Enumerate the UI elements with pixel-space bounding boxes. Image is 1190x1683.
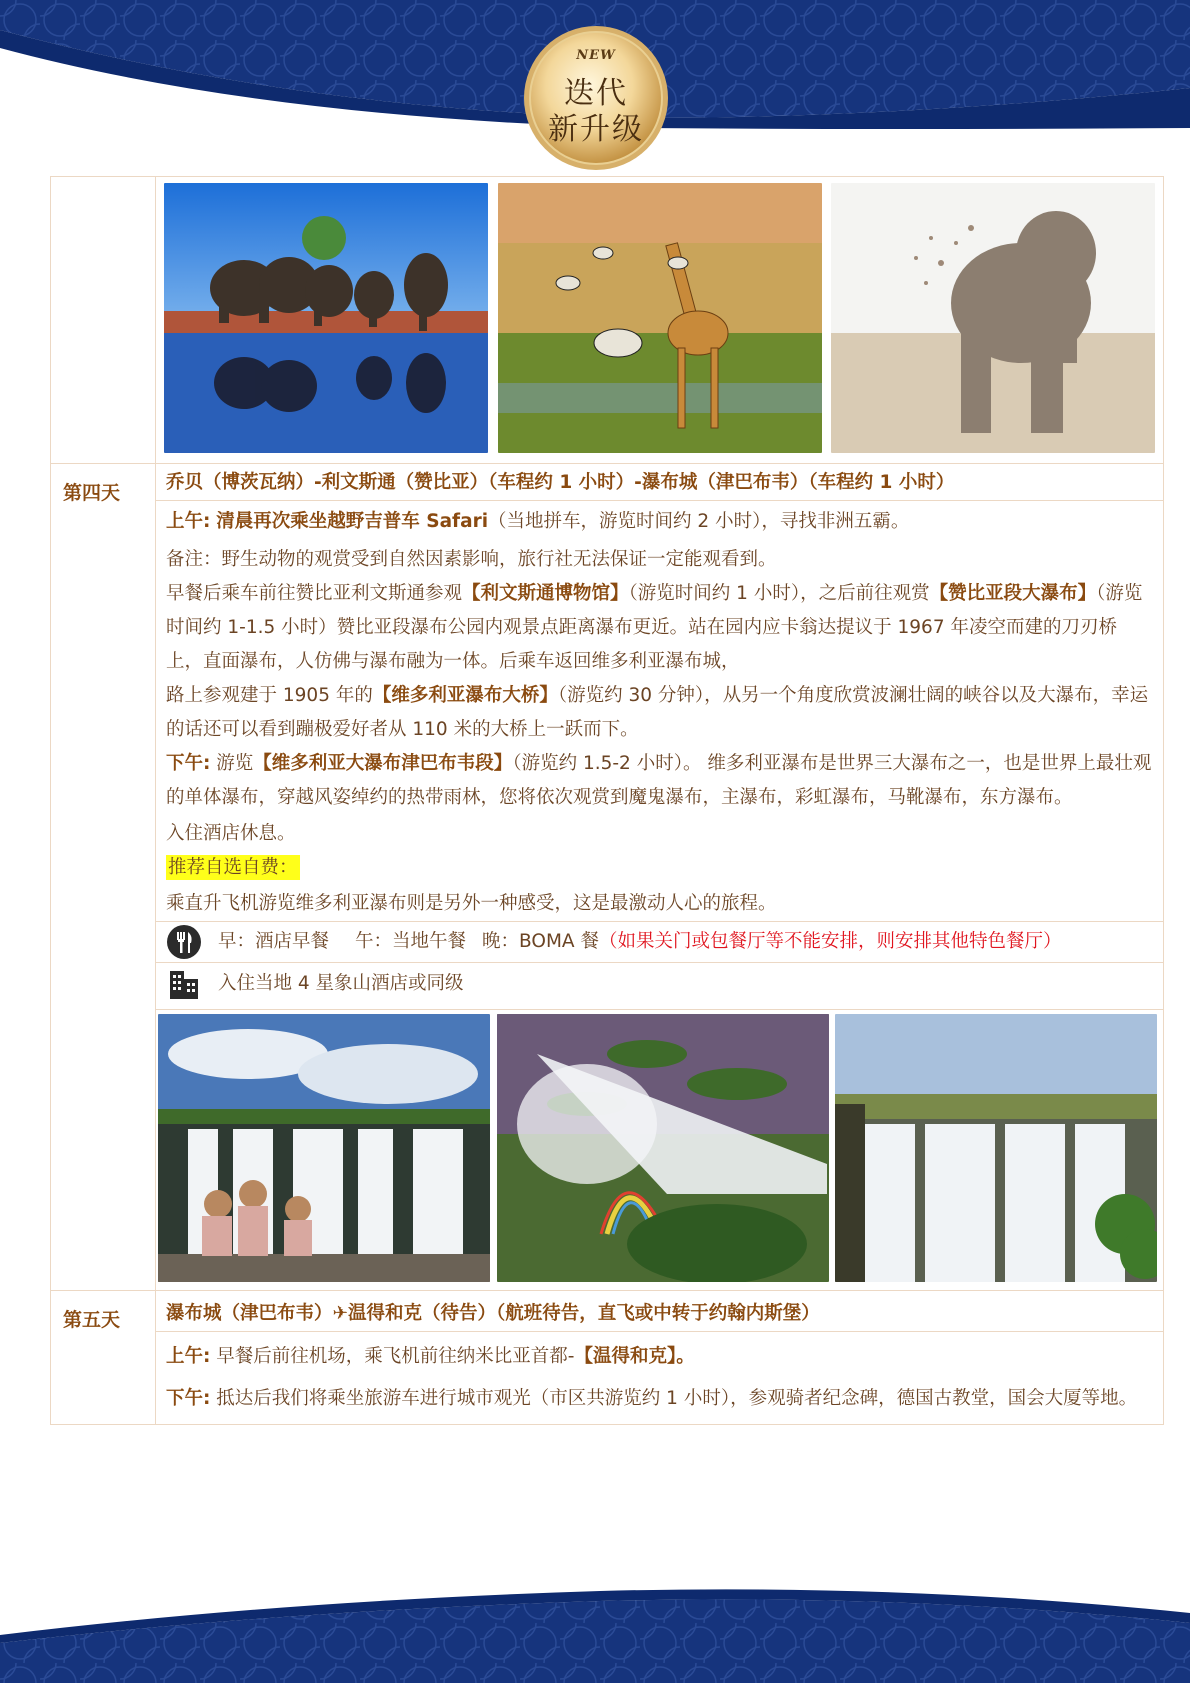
day4-paragraph-1: 早餐后乘车前往赞比亚利文斯通参观【利文斯通博物馆】（游览时间约 1 小时），之后前往观赏【赞比亚段大瀑布】（游览时间约 1-1.5 小时）赞比亚段瀑布公园内观景点距离瀑布更近。站在园内应卡翁达提议于 1967 年凌空而建的刀刃桥上，直面瀑布，人仿佛与瀑布融为一体。后乘车返回维多利亚瀑布城， bbox=[166, 583, 1143, 672]
day4-optional-label: 推荐自选自费： bbox=[168, 857, 298, 878]
day5-label: 第五天 bbox=[63, 1309, 121, 1331]
day4-label: 第四天 bbox=[63, 482, 121, 504]
elephant-dust-photo bbox=[831, 183, 1155, 453]
day4-section bbox=[51, 463, 1163, 1290]
waterfall-aerial-rainbow-photo bbox=[497, 1014, 829, 1282]
day4-hotel-rest: 入住酒店休息。 bbox=[166, 823, 296, 844]
day4-title: 乔贝（博茨瓦纳）-利文斯通（赞比亚）（车程约 1 小时）-瀑布城（津巴布韦）（车程约 1 小时） bbox=[166, 472, 955, 493]
itinerary-table bbox=[50, 176, 1164, 1425]
day5-title: 瀑布城（津巴布韦）✈温得和克（待告）（航班待告，直飞或中转于约翰内斯堡） bbox=[166, 1303, 820, 1324]
elephants-waterhole-photo bbox=[164, 183, 488, 453]
day5-afternoon: 下午: 抵达后我们将乘坐旅游车进行城市观光（市区共游览约 1 小时），参观骑者纪念碑，德国古教堂，国会大厦等地。 bbox=[166, 1388, 1138, 1409]
badge-line1: 迭代 bbox=[564, 76, 628, 111]
day4-morning: 上午: 清晨再次乘坐越野吉普车 Safari（当地拼车，游览时间约 2 小时），寻找非洲五霸。 bbox=[166, 511, 910, 532]
photo-row-wildlife bbox=[51, 177, 1163, 463]
day4-optional-text: 乘直升飞机游览维多利亚瀑布则是另外一种感受，这是最激动人心的旅程。 bbox=[166, 893, 777, 914]
giraffe-zebras-photo bbox=[498, 183, 822, 453]
day4-meals: 早：酒店早餐 午：当地午餐 晚：BOMA 餐 （如果关门或包餐厅等不能安排，则安排其他特色餐厅） bbox=[156, 922, 1163, 962]
badge-new-text: NEW bbox=[576, 48, 616, 63]
new-upgrade-badge bbox=[516, 22, 676, 174]
fork-knife-icon bbox=[166, 924, 202, 960]
photo-row-waterfalls bbox=[156, 1010, 1163, 1290]
badge-line2: 新升级 bbox=[548, 112, 644, 147]
building-icon bbox=[166, 965, 202, 1001]
day4-paragraph-2: 路上参观建于 1905 年的【维多利亚瀑布大桥】（游览约 30 分钟），从另一个角度欣赏波澜壮阔的峡谷以及大瀑布，幸运的话还可以看到蹦极爱好者从 110 米的大桥上一跃而下。 bbox=[166, 685, 1149, 740]
day5-morning: 上午: 早餐后前往机场，乘飞机前往纳米比亚首都-【温得和克】。 bbox=[166, 1346, 695, 1367]
day4-afternoon: 下午: 游览【维多利亚大瀑布津巴布韦段】（游览约 1.5-2 小时）。 维多利亚瀑布是世界三大瀑布之一，也是世界上最壮观的单体瀑布，穿越风姿绰约的热带雨林，您将依次观赏到魔鬼瀑布，主瀑布，彩虹瀑布，马靴瀑布，东方瀑布。 bbox=[166, 753, 1152, 808]
day5-section bbox=[51, 1290, 1163, 1424]
day4-hotel: 入住当地 4 星象山酒店或同级 bbox=[156, 963, 1163, 1009]
footer-band bbox=[0, 1583, 1190, 1683]
waterfall-viewers-photo bbox=[158, 1014, 490, 1282]
waterfall-wide-photo bbox=[835, 1014, 1157, 1282]
day4-note: 备注：野生动物的观赏受到自然因素影响，旅行社无法保证一定能观看到。 bbox=[166, 549, 777, 570]
